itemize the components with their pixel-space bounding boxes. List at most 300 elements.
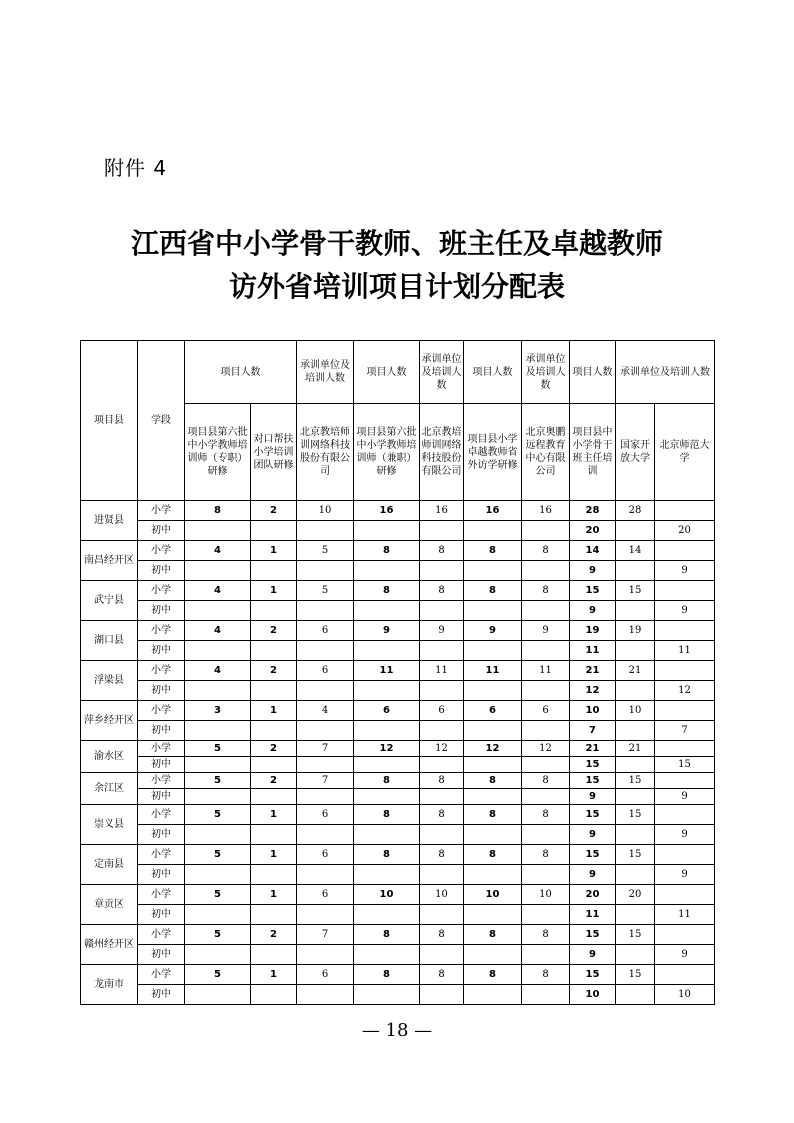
value-cell: [420, 905, 464, 925]
group-header: 承训单位及培训人数: [522, 341, 570, 404]
table-row: [81, 945, 715, 965]
county-cell: 余江区: [81, 773, 138, 805]
column-header: 项目县第六批中小学教师培训师（专职）研修: [185, 404, 251, 501]
value-cell: 1: [251, 965, 297, 985]
value-cell: 14: [616, 541, 655, 561]
value-cell: [185, 825, 251, 845]
value-cell: [354, 905, 420, 925]
value-cell: 12: [354, 741, 420, 757]
value-cell: [185, 757, 251, 773]
value-cell: 12: [420, 741, 464, 757]
value-cell: 2: [251, 925, 297, 945]
value-cell: 8: [522, 925, 570, 945]
value-cell: [522, 865, 570, 885]
value-cell: [297, 521, 354, 541]
table-row: [81, 865, 715, 885]
value-cell: [185, 681, 251, 701]
stage-cell: 初中: [138, 985, 185, 1005]
value-cell: [522, 757, 570, 773]
value-cell: 8: [420, 581, 464, 601]
value-cell: [354, 721, 420, 741]
value-cell: [185, 521, 251, 541]
stage-cell: 初中: [138, 757, 185, 773]
value-cell: [420, 561, 464, 581]
value-cell: 9: [655, 945, 715, 965]
value-cell: 1: [251, 581, 297, 601]
value-cell: 15: [570, 581, 616, 601]
table-row: [81, 985, 715, 1005]
value-cell: [354, 561, 420, 581]
value-cell: 4: [185, 541, 251, 561]
stage-cell: 小学: [138, 741, 185, 757]
stage-cell: 小学: [138, 621, 185, 641]
value-cell: [251, 601, 297, 621]
value-cell: 9: [570, 865, 616, 885]
value-cell: [464, 601, 522, 621]
value-cell: [522, 945, 570, 965]
value-cell: 2: [251, 661, 297, 681]
value-cell: 9: [655, 601, 715, 621]
value-cell: 8: [464, 581, 522, 601]
value-cell: [522, 521, 570, 541]
value-cell: 21: [570, 661, 616, 681]
value-cell: 4: [185, 581, 251, 601]
value-cell: [616, 561, 655, 581]
value-cell: [420, 601, 464, 621]
value-cell: 10: [570, 985, 616, 1005]
value-cell: 15: [616, 581, 655, 601]
value-cell: 8: [522, 773, 570, 789]
value-cell: [354, 985, 420, 1005]
value-cell: 10: [616, 701, 655, 721]
table-row: [81, 925, 715, 945]
value-cell: [464, 757, 522, 773]
value-cell: [420, 681, 464, 701]
value-cell: [297, 601, 354, 621]
value-cell: 9: [655, 825, 715, 845]
value-cell: [185, 561, 251, 581]
header-row-top: [81, 341, 715, 404]
table-row: [81, 885, 715, 905]
document-title-line1: 江西省中小学骨干教师、班主任及卓越教师: [130, 227, 663, 260]
value-cell: 11: [522, 661, 570, 681]
value-cell: 1: [251, 805, 297, 825]
value-cell: 6: [297, 621, 354, 641]
table-row: [81, 621, 715, 641]
value-cell: [616, 789, 655, 805]
value-cell: 9: [570, 945, 616, 965]
value-cell: 11: [464, 661, 522, 681]
value-cell: [464, 865, 522, 885]
stage-cell: 小学: [138, 701, 185, 721]
value-cell: 15: [616, 965, 655, 985]
value-cell: [616, 601, 655, 621]
value-cell: [522, 905, 570, 925]
value-cell: 8: [420, 541, 464, 561]
value-cell: 8: [464, 805, 522, 825]
value-cell: 7: [297, 741, 354, 757]
table-row: [81, 701, 715, 721]
value-cell: [464, 641, 522, 661]
value-cell: 16: [464, 501, 522, 521]
group-header: 承训单位及培训人数: [297, 341, 354, 404]
value-cell: 8: [354, 845, 420, 865]
stage-cell: 初中: [138, 789, 185, 805]
value-cell: [616, 985, 655, 1005]
value-cell: [354, 757, 420, 773]
value-cell: 1: [251, 541, 297, 561]
stage-cell: 小学: [138, 965, 185, 985]
group-header: 承训单位及培训人数: [420, 341, 464, 404]
table-row: [81, 905, 715, 925]
value-cell: [185, 985, 251, 1005]
value-cell: 7: [570, 721, 616, 741]
value-cell: [251, 757, 297, 773]
value-cell: [522, 561, 570, 581]
value-cell: 15: [570, 805, 616, 825]
value-cell: [354, 825, 420, 845]
group-header: 项目人数: [185, 341, 297, 404]
value-cell: 6: [297, 965, 354, 985]
value-cell: [616, 641, 655, 661]
value-cell: 9: [464, 621, 522, 641]
value-cell: 10: [655, 985, 715, 1005]
value-cell: 8: [522, 805, 570, 825]
stage-cell: 小学: [138, 541, 185, 561]
value-cell: 5: [185, 773, 251, 789]
value-cell: [464, 789, 522, 805]
table-row: [81, 845, 715, 865]
value-cell: [251, 825, 297, 845]
value-cell: [420, 945, 464, 965]
value-cell: 20: [616, 885, 655, 905]
value-cell: [464, 945, 522, 965]
stage-cell: 小学: [138, 805, 185, 825]
value-cell: [251, 681, 297, 701]
value-cell: [616, 681, 655, 701]
value-cell: 3: [185, 701, 251, 721]
value-cell: 7: [297, 773, 354, 789]
value-cell: 20: [570, 885, 616, 905]
table-row: [81, 741, 715, 757]
value-cell: 4: [185, 661, 251, 681]
value-cell: 16: [420, 501, 464, 521]
group-header: 项目人数: [464, 341, 522, 404]
table-row: [81, 661, 715, 681]
value-cell: 2: [251, 501, 297, 521]
value-cell: 10: [522, 885, 570, 905]
value-cell: 6: [522, 701, 570, 721]
value-cell: 5: [185, 965, 251, 985]
value-cell: 8: [354, 773, 420, 789]
value-cell: 5: [185, 741, 251, 757]
value-cell: 21: [570, 741, 616, 757]
table-row: [81, 601, 715, 621]
value-cell: 8: [420, 805, 464, 825]
value-cell: 6: [464, 701, 522, 721]
value-cell: 1: [251, 885, 297, 905]
value-cell: [522, 641, 570, 661]
stage-cell: 小学: [138, 925, 185, 945]
value-cell: [297, 561, 354, 581]
value-cell: [185, 721, 251, 741]
value-cell: 6: [354, 701, 420, 721]
stage-cell: 小学: [138, 885, 185, 905]
value-cell: 8: [464, 845, 522, 865]
value-cell: 16: [354, 501, 420, 521]
value-cell: 8: [464, 925, 522, 945]
table-row: [81, 805, 715, 825]
value-cell: [185, 865, 251, 885]
column-header: 项目县第六批中小学教师培训师（兼职）研修: [354, 404, 420, 501]
value-cell: [616, 865, 655, 885]
value-cell: 10: [420, 885, 464, 905]
value-cell: [655, 621, 715, 641]
column-header: 北京教培师训网络科技股份有限公司: [420, 404, 464, 501]
value-cell: [354, 681, 420, 701]
column-header: 北京奥鹏远程教育中心有限公司: [522, 404, 570, 501]
value-cell: [655, 581, 715, 601]
value-cell: [251, 865, 297, 885]
value-cell: 2: [251, 773, 297, 789]
value-cell: 6: [297, 805, 354, 825]
table-row: [81, 581, 715, 601]
value-cell: 10: [464, 885, 522, 905]
county-cell: 进贤县: [81, 501, 138, 541]
value-cell: [297, 641, 354, 661]
value-cell: [616, 905, 655, 925]
value-cell: [297, 681, 354, 701]
value-cell: 20: [655, 521, 715, 541]
stage-cell: 初中: [138, 945, 185, 965]
value-cell: 5: [185, 885, 251, 905]
value-cell: 15: [570, 845, 616, 865]
group-header: 项目人数: [570, 341, 616, 404]
value-cell: [464, 681, 522, 701]
value-cell: [464, 985, 522, 1005]
stage-cell: 小学: [138, 845, 185, 865]
table-row: [81, 773, 715, 789]
value-cell: 15: [570, 965, 616, 985]
value-cell: 8: [420, 773, 464, 789]
value-cell: 9: [570, 601, 616, 621]
table-row: [81, 541, 715, 561]
value-cell: [251, 789, 297, 805]
value-cell: 11: [570, 905, 616, 925]
column-header: 项目县中小学骨干班主任培训: [570, 404, 616, 501]
value-cell: 15: [570, 757, 616, 773]
value-cell: [297, 721, 354, 741]
value-cell: [655, 773, 715, 789]
value-cell: 12: [464, 741, 522, 757]
value-cell: [655, 925, 715, 945]
value-cell: [464, 721, 522, 741]
value-cell: 8: [420, 925, 464, 945]
value-cell: [522, 825, 570, 845]
value-cell: 7: [655, 721, 715, 741]
value-cell: 15: [616, 773, 655, 789]
value-cell: [297, 757, 354, 773]
value-cell: [354, 789, 420, 805]
value-cell: [297, 789, 354, 805]
value-cell: 15: [655, 757, 715, 773]
column-header: 项目县小学卓越教师省外访学研修: [464, 404, 522, 501]
value-cell: [655, 741, 715, 757]
value-cell: 11: [570, 641, 616, 661]
value-cell: 16: [522, 501, 570, 521]
value-cell: 5: [297, 541, 354, 561]
value-cell: 5: [185, 805, 251, 825]
column-header: 对口帮扶小学培训团队研修: [251, 404, 297, 501]
county-cell: 赣州经开区: [81, 925, 138, 965]
group-header: 承训单位及培训人数: [616, 341, 715, 404]
value-cell: 15: [616, 805, 655, 825]
value-cell: 6: [420, 701, 464, 721]
value-cell: 9: [570, 789, 616, 805]
stage-cell: 初中: [138, 641, 185, 661]
value-cell: [251, 985, 297, 1005]
value-cell: [185, 641, 251, 661]
value-cell: 11: [655, 641, 715, 661]
stage-cell: 初中: [138, 681, 185, 701]
value-cell: [251, 641, 297, 661]
value-cell: 10: [354, 885, 420, 905]
value-cell: 2: [251, 621, 297, 641]
value-cell: [354, 865, 420, 885]
value-cell: 12: [522, 741, 570, 757]
table-body: [81, 501, 715, 1005]
value-cell: [297, 905, 354, 925]
value-cell: [464, 905, 522, 925]
value-cell: 9: [655, 865, 715, 885]
value-cell: 8: [464, 541, 522, 561]
county-cell: 龙南市: [81, 965, 138, 1005]
value-cell: [655, 845, 715, 865]
value-cell: 8: [464, 965, 522, 985]
document-title-line2: 访外省培训项目计划分配表: [228, 270, 565, 303]
county-cell: 萍乡经开区: [81, 701, 138, 741]
value-cell: 15: [616, 845, 655, 865]
table-row: [81, 789, 715, 805]
value-cell: 1: [251, 845, 297, 865]
value-cell: [522, 985, 570, 1005]
value-cell: [297, 825, 354, 845]
table-row: [81, 561, 715, 581]
stage-cell: 小学: [138, 501, 185, 521]
value-cell: [464, 825, 522, 845]
value-cell: 4: [297, 701, 354, 721]
stage-cell: 初中: [138, 825, 185, 845]
value-cell: 10: [297, 501, 354, 521]
value-cell: [251, 721, 297, 741]
table-row: [81, 641, 715, 661]
group-header: 项目人数: [354, 341, 420, 404]
value-cell: [420, 521, 464, 541]
value-cell: 28: [616, 501, 655, 521]
value-cell: [655, 661, 715, 681]
value-cell: 2: [251, 741, 297, 757]
value-cell: [354, 641, 420, 661]
value-cell: 19: [570, 621, 616, 641]
value-cell: 8: [522, 581, 570, 601]
column-header: 国家开放大学: [616, 404, 655, 501]
value-cell: 9: [655, 561, 715, 581]
county-header: 项目县: [81, 341, 138, 501]
value-cell: 21: [616, 661, 655, 681]
value-cell: [655, 885, 715, 905]
value-cell: 8: [522, 541, 570, 561]
value-cell: [251, 521, 297, 541]
allocation-table: [80, 340, 715, 1005]
value-cell: 6: [297, 885, 354, 905]
stage-cell: 初中: [138, 721, 185, 741]
value-cell: 5: [297, 581, 354, 601]
table-row: [81, 721, 715, 741]
value-cell: 10: [570, 701, 616, 721]
value-cell: 11: [354, 661, 420, 681]
value-cell: [616, 825, 655, 845]
value-cell: [251, 561, 297, 581]
value-cell: [251, 905, 297, 925]
value-cell: 14: [570, 541, 616, 561]
value-cell: [616, 521, 655, 541]
value-cell: [655, 965, 715, 985]
county-cell: 浮梁县: [81, 661, 138, 701]
value-cell: 8: [420, 845, 464, 865]
column-header: 北京教培师训网络科技股份有限公司: [297, 404, 354, 501]
value-cell: [297, 865, 354, 885]
county-cell: 章贡区: [81, 885, 138, 925]
value-cell: [655, 501, 715, 521]
value-cell: 11: [655, 905, 715, 925]
county-cell: 渝水区: [81, 741, 138, 773]
value-cell: 8: [420, 965, 464, 985]
value-cell: 4: [185, 621, 251, 641]
attachment-label: 附件 4: [104, 156, 168, 180]
value-cell: 15: [570, 773, 616, 789]
value-cell: 1: [251, 701, 297, 721]
value-cell: [464, 521, 522, 541]
county-cell: 崇义县: [81, 805, 138, 845]
stage-cell: 小学: [138, 773, 185, 789]
value-cell: [655, 805, 715, 825]
value-cell: 8: [522, 965, 570, 985]
value-cell: [616, 945, 655, 965]
value-cell: [655, 541, 715, 561]
value-cell: [354, 945, 420, 965]
table-row: [81, 757, 715, 773]
value-cell: 5: [185, 925, 251, 945]
value-cell: 7: [297, 925, 354, 945]
table-row: [81, 965, 715, 985]
value-cell: 9: [420, 621, 464, 641]
value-cell: [420, 789, 464, 805]
table-row: [81, 501, 715, 521]
value-cell: 8: [354, 581, 420, 601]
value-cell: [185, 945, 251, 965]
value-cell: [522, 681, 570, 701]
value-cell: [420, 825, 464, 845]
county-cell: 定南县: [81, 845, 138, 885]
value-cell: [616, 757, 655, 773]
column-header: 北京师范大学: [655, 404, 715, 501]
stage-cell: 初中: [138, 601, 185, 621]
value-cell: [464, 561, 522, 581]
value-cell: [297, 985, 354, 1005]
value-cell: 19: [616, 621, 655, 641]
county-cell: 武宁县: [81, 581, 138, 621]
table-row: [81, 825, 715, 845]
